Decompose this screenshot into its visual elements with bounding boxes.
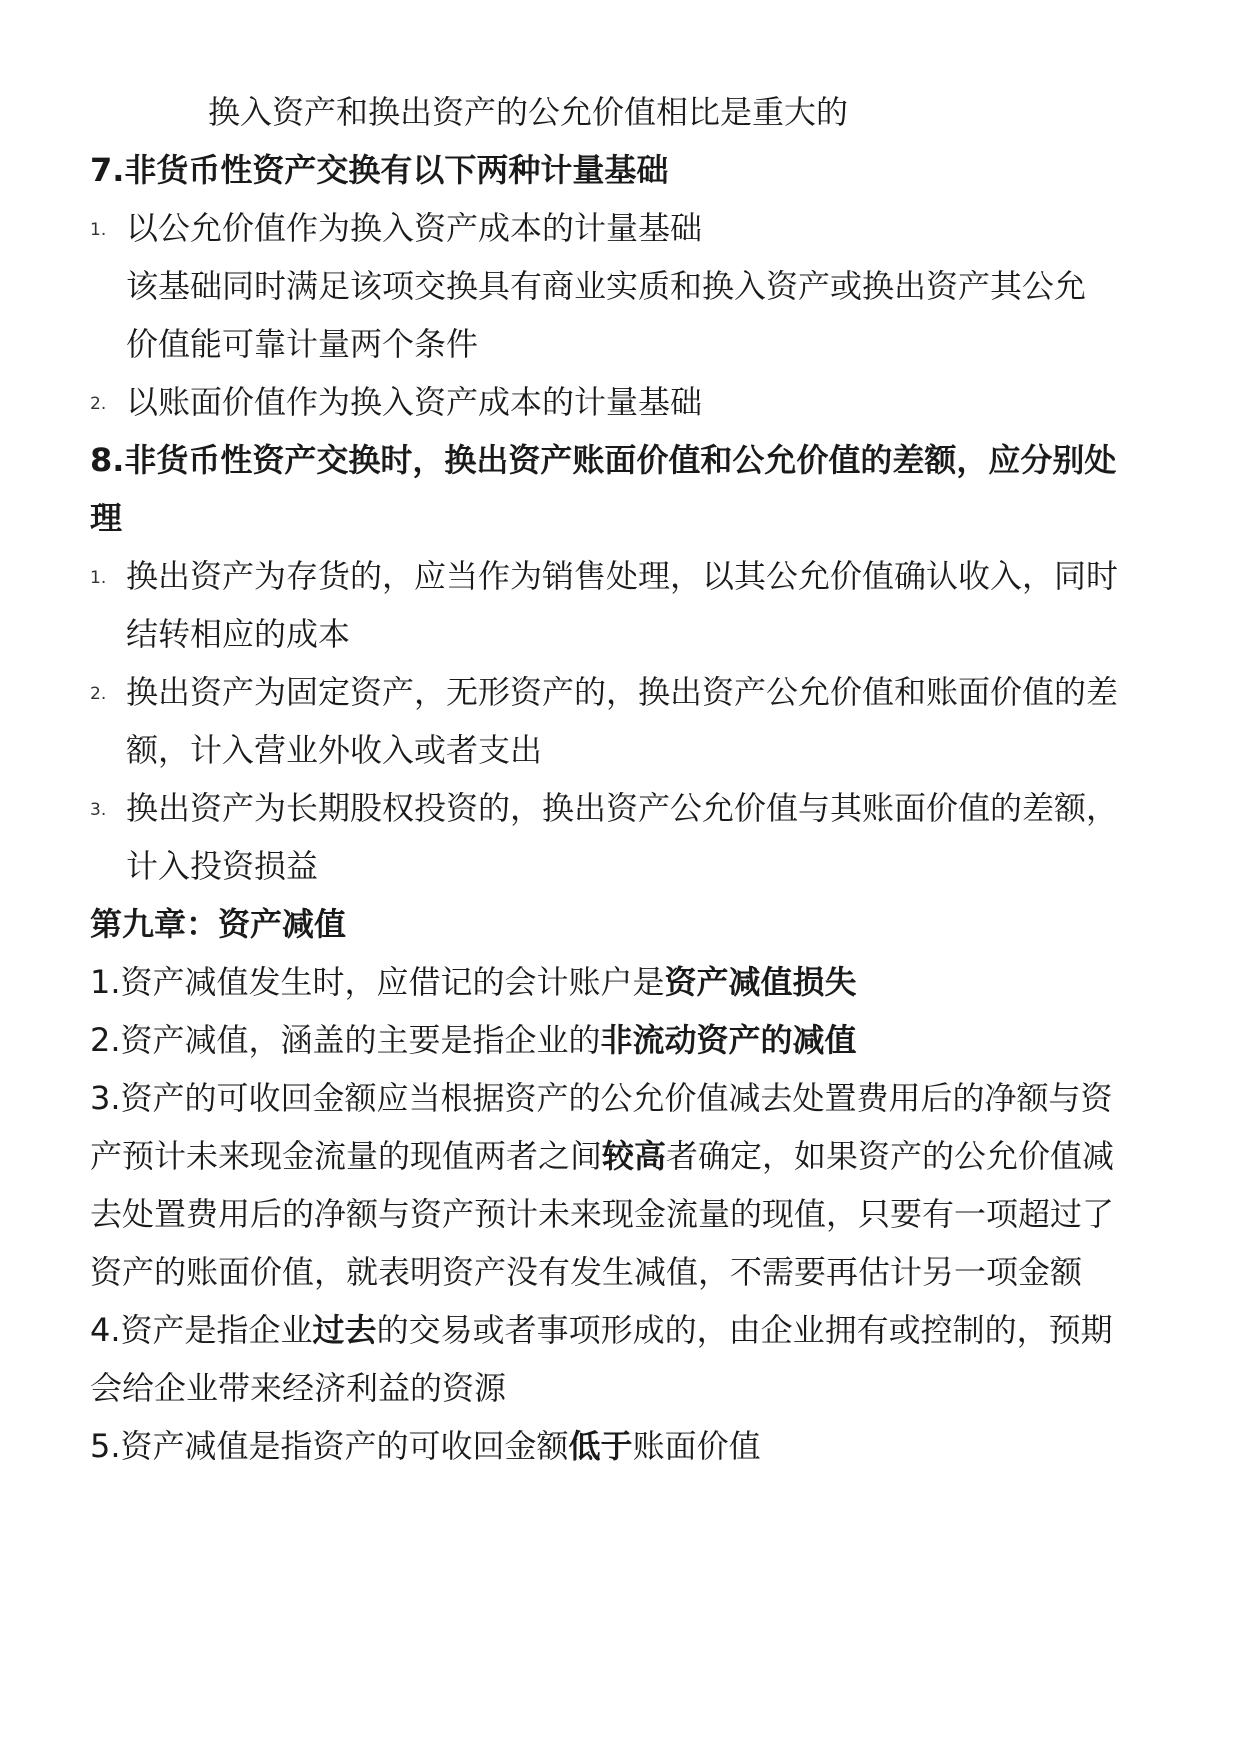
paragraph-2 (90, 1020, 1170, 1060)
chapter-9-heading: 第九章：资产减值 (90, 905, 347, 943)
paragraph-4-line-2: 会给企业带来经济利益的资源 (90, 1369, 507, 1407)
bold-term: 较高 (602, 1137, 667, 1175)
text: 1.资产减值发生时，应借记的会计账户是 (90, 963, 665, 1001)
text: 4.资产是指企业 (90, 1311, 313, 1349)
paragraph-3-line-3: 去处置费用后的净额与资产预计未来现金流量的现值，只要有一项超过了 (90, 1195, 1115, 1233)
paragraph-1 (90, 962, 1170, 1002)
text: 产预计未来现金流量的现值两者之间 (90, 1137, 603, 1175)
paragraph-5 (90, 1426, 1170, 1466)
section-8-heading-cont: 理 (90, 499, 123, 537)
list-item-text: 以账面价值作为换入资产成本的计量基础 (126, 383, 703, 421)
list-item-text: 额，计入营业外收入或者支出 (126, 731, 543, 769)
intro-line: 换入资产和换出资产的公允价值相比是重大的 (208, 93, 849, 131)
list-item-text: 换出资产为存货的，应当作为销售处理，以其公允价值确认收入，同时 (126, 557, 1119, 595)
text: 5.资产减值是指资产的可收回金额 (90, 1427, 569, 1465)
bold-term: 低于 (568, 1427, 633, 1465)
section-7-heading: 7.非货币性资产交换有以下两种计量基础 (90, 151, 669, 189)
bold-term: 过去 (312, 1311, 377, 1349)
paragraph-4-line-1 (90, 1310, 1170, 1350)
paragraph-3-line-4: 资产的账面价值，就表明资产没有发生减值，不需要再估计另一项金额 (90, 1253, 1083, 1291)
section-8-heading: 8.非货币性资产交换时，换出资产账面价值和公允价值的差额，应分别处 (90, 441, 1117, 479)
list-marker: 1. (90, 568, 107, 588)
bold-term: 非流动资产的减值 (600, 1021, 857, 1059)
list-marker: 2. (90, 684, 107, 704)
list-item-text: 结转相应的成本 (126, 615, 351, 653)
text: 2.资产减值，涵盖的主要是指企业的 (90, 1021, 601, 1059)
text: 账面价值 (632, 1427, 761, 1465)
list-marker: 1. (90, 220, 107, 240)
bold-term: 资产减值损失 (664, 963, 857, 1001)
paragraph-3-line-2 (90, 1136, 1170, 1176)
list-item-text: 以公允价值作为换入资产成本的计量基础 (126, 209, 703, 247)
list-marker: 2. (90, 394, 107, 414)
list-marker: 3. (90, 800, 107, 820)
list-item-text: 计入投资损益 (126, 847, 319, 885)
paragraph-3-line-1: 3.资产的可收回金额应当根据资产的公允价值减去处置费用后的净额与资 (90, 1079, 1113, 1117)
list-item-text: 换出资产为固定资产，无形资产的，换出资产公允价值和账面价值的差 (126, 673, 1119, 711)
text: 的交易或者事项形成的，由企业拥有或控制的，预期 (376, 1311, 1113, 1349)
list-item-text: 换出资产为长期股权投资的，换出资产公允价值与其账面价值的差额， (126, 789, 1119, 827)
text: 者确定，如果资产的公允价值减 (666, 1137, 1115, 1175)
list-item-text: 价值能可靠计量两个条件 (126, 325, 479, 363)
list-item-text: 该基础同时满足该项交换具有商业实质和换入资产或换出资产其公允 (126, 267, 1087, 305)
